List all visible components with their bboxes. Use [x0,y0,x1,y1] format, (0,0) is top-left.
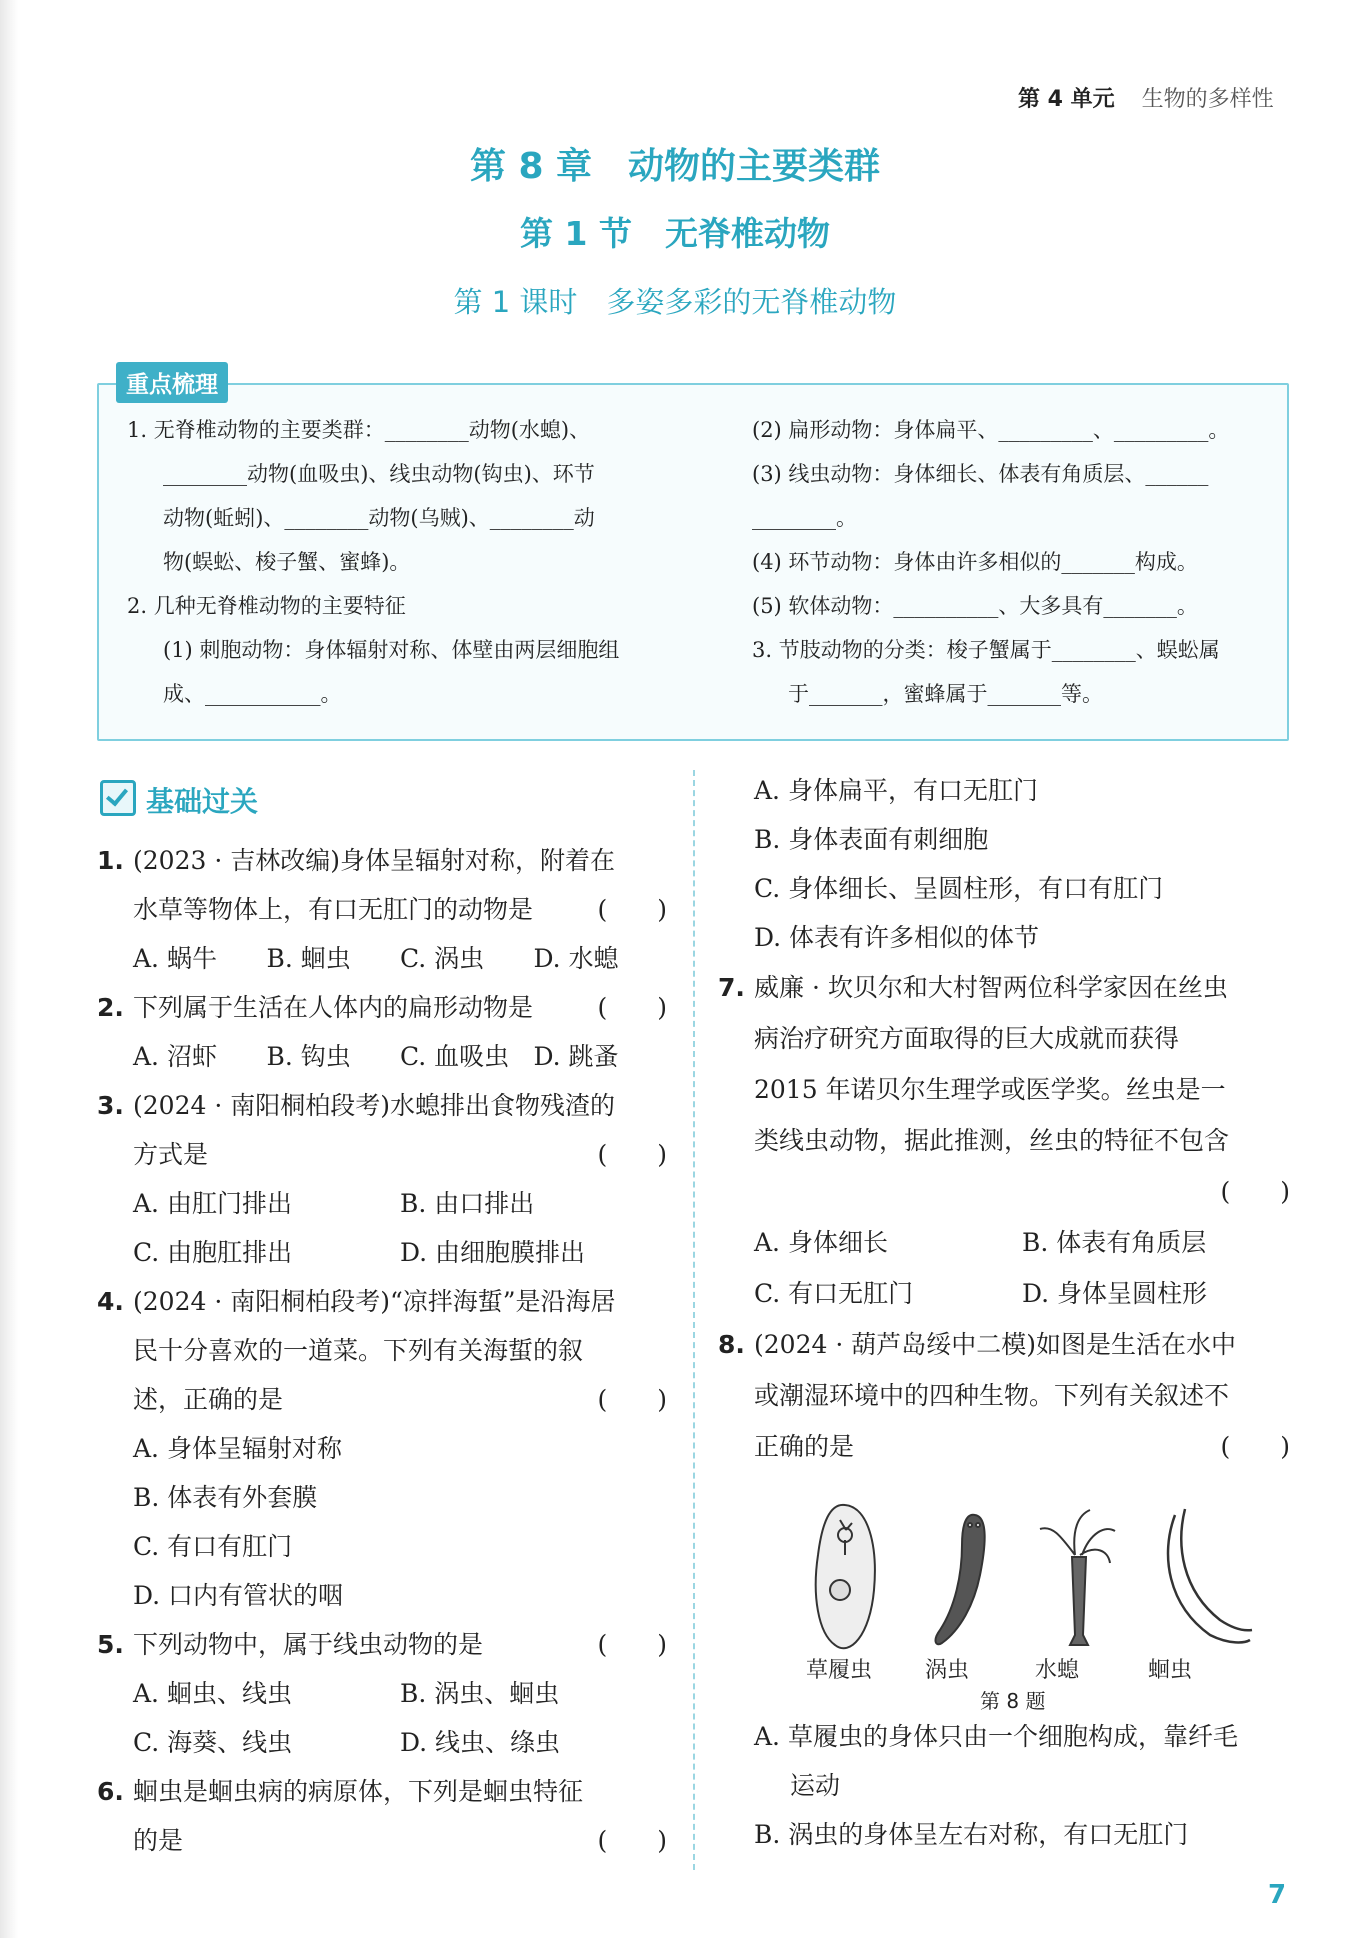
question-text: (2024 · 南阳桐柏段考)水螅排出食物残渣的 [133,1091,615,1120]
question-text: (2024 · 葫芦岛绥中二模)如图是生活在水中 [754,1330,1236,1359]
kp-line: (1) 刺胞动物：身体辐射对称、体壁由两层细胞组 [163,638,620,662]
question-2 [97,983,667,1081]
answer-paren: ( ) [597,993,667,1022]
options-row [754,1268,1290,1319]
right-column [718,766,1290,1472]
option: B. 涡虫、蛔虫 [400,1679,560,1708]
options-row [133,1228,667,1277]
option: A. 身体细长 [754,1228,888,1257]
figure-caption: 第 8 题 [980,1689,1046,1713]
section-title: 第 1 节 无脊椎动物 [520,214,830,253]
options-row [754,1217,1290,1268]
question-text: 述，正确的是 [133,1385,284,1414]
question-number: 8. [718,1330,745,1359]
option: C. 有口有肛门 [133,1532,293,1561]
q6-option: B. 身体表面有刺细胞 [754,825,989,854]
question-text: 方式是 [133,1140,209,1169]
answer-paren: ( ) [597,895,667,924]
kp-line: 1. 无脊椎动物的主要类群：________动物(水螅)、 [127,418,591,442]
question-7 [718,962,1290,1319]
option: D. 跳蚤 [533,1042,619,1071]
basic-practice-heading [100,780,258,820]
option: A. 身体呈辐射对称 [133,1434,342,1463]
option: C. 海葵、线虫 [133,1728,293,1757]
subject-label: 生物的多样性 [1141,87,1274,112]
option: B. 钩虫 [266,1042,351,1071]
question-number: 6. [97,1777,124,1806]
question-6 [97,1767,667,1865]
option: B. 蛔虫 [266,944,351,973]
options-row [133,1522,667,1571]
options-row [133,1718,667,1767]
hydra-drawing [1040,1510,1115,1645]
kp-line: ________动物(血吸虫)、线虫动物(钩虫)、环节 [163,462,595,486]
answer-paren: ( ) [597,1826,667,1855]
option: D. 线虫、绦虫 [400,1728,561,1757]
organisms-figure [790,1495,1260,1713]
option: D. 由细胞膜排出 [400,1238,586,1267]
kp-line: (4) 环节动物：身体由许多相似的_______构成。 [752,550,1198,574]
question-number: 3. [97,1091,124,1120]
option: D. 水螅 [533,944,619,973]
kp-line: ________。 [752,506,857,530]
option: A. 蜗牛 [133,944,217,973]
kp-line: 3. 节肢动物的分类：梭子蟹属于________、蜈蚣属 [752,638,1220,662]
answer-paren: ( ) [597,1385,667,1414]
unit-label: 第 4 单元 [1018,87,1115,112]
option: D. 身体呈圆柱形 [1022,1279,1208,1308]
key-points-tab: 重点梳理 [116,362,228,403]
option: C. 涡虫 [400,944,485,973]
question-1 [97,836,667,983]
question-number: 7. [718,973,745,1002]
options-row [133,1032,667,1081]
lesson-title: 第 1 课时 多姿多彩的无脊椎动物 [453,285,897,319]
answer-paren: ( ) [1220,1432,1290,1461]
chapter-title: 第 8 章 动物的主要类群 [469,146,881,187]
question-5 [97,1620,667,1767]
question-text: 下列动物中，属于线虫动物的是 [133,1630,484,1659]
question-text: (2023 · 吉林改编)身体呈辐射对称，附着在 [133,846,615,875]
options-row [133,1179,667,1228]
left-column [97,836,667,1865]
column-divider [693,770,695,1870]
option: B. 体表有外套膜 [133,1483,318,1512]
q6-option: A. 身体扁平，有口无肛门 [754,776,1038,805]
option: C. 血吸虫 [400,1042,510,1071]
option: A. 蛔虫、线虫 [133,1679,292,1708]
question-text: 蛔虫是蛔虫病的病原体，下列是蛔虫特征 [133,1777,584,1806]
question-number: 4. [97,1287,124,1316]
q6-option: D. 体表有许多相似的体节 [754,923,1040,952]
kp-line: 成、___________。 [163,682,342,706]
question-3 [97,1081,667,1277]
question-text: 水草等物体上，有口无肛门的动物是 [133,895,534,924]
kp-line: (5) 软体动物：__________、大多具有_______。 [752,594,1198,618]
q6-option: C. 身体细长、呈圆柱形，有口有肛门 [754,874,1164,903]
label-hydra: 水螅 [1035,1658,1080,1683]
options-row [133,1669,667,1718]
option: A. 沼虾 [133,1042,217,1071]
question-number: 5. [97,1630,124,1659]
option: D. 口内有管状的咽 [133,1581,344,1610]
basic-practice-label: 基础过关 [146,785,259,818]
option: A. 由肛门排出 [133,1189,292,1218]
label-paramecium: 草履虫 [806,1658,873,1683]
organisms-illustration [790,1495,1260,1665]
paramecium-drawing [816,1505,875,1648]
options-row [133,934,667,983]
option: B. 体表有角质层 [1022,1228,1207,1257]
label-planarian: 涡虫 [925,1658,970,1683]
kp-line: 动物(蚯蚓)、________动物(乌贼)、________动 [163,506,595,530]
option: B. 由口排出 [400,1189,535,1218]
options-row [133,1473,667,1522]
q8-option-cont: 运动 [790,1771,841,1800]
label-roundworm: 蛔虫 [1148,1658,1193,1683]
question-text: 民十分喜欢的一道菜。下列有关海蜇的叙 [133,1336,584,1365]
option: C. 有口无肛门 [754,1279,914,1308]
key-points-right [752,408,1272,716]
kp-line: (2) 扁形动物：身体扁平、_________、_________。 [752,418,1230,442]
question-text: 正确的是 [754,1432,855,1461]
question-text: (2024 · 南阳桐柏段考)“凉拌海蜇”是沿海居 [133,1287,616,1316]
question-8 [718,1319,1290,1472]
question-text: 2015 年诺贝尔生理学或医学奖。丝虫是一 [754,1075,1226,1104]
option: C. 由胞肛排出 [133,1238,293,1267]
key-points-left [127,408,667,716]
question-text: 或潮湿环境中的四种生物。下列有关叙述不 [754,1381,1230,1410]
answer-paren: ( ) [597,1630,667,1659]
options-row [133,1424,667,1473]
question-4 [97,1277,667,1620]
q8-option: A. 草履虫的身体只由一个细胞构成，靠纤毛 [754,1722,1238,1751]
question-text: 病治疗研究方面取得的巨大成就而获得 [754,1024,1180,1053]
kp-line: 物(蜈蚣、梭子蟹、蜜蜂)。 [163,550,411,574]
kp-line: (3) 线虫动物：身体细长、体表有角质层、______ [752,462,1209,486]
roundworm-drawing [1168,1509,1252,1642]
options-row [133,1571,667,1620]
question-number: 2. [97,993,124,1022]
answer-paren: ( ) [597,1140,667,1169]
q8-options [754,1712,1290,1859]
q8-option: B. 涡虫的身体呈左右对称，有口无肛门 [754,1820,1189,1849]
running-header [1018,82,1274,113]
question-text: 下列属于生活在人体内的扁形动物是 [133,993,534,1022]
kp-line: 于_______，蜜蜂属于_______等。 [788,682,1103,706]
page-number: 7 [1268,1880,1287,1910]
planarian-drawing [936,1515,985,1644]
question-text: 类线虫动物，据此推测，丝虫的特征不包含 [754,1126,1230,1155]
answer-paren: ( ) [1220,1177,1290,1206]
checkbox-icon [100,780,136,816]
question-number: 1. [97,846,124,875]
question-text: 威廉 · 坎贝尔和大村智两位科学家因在丝虫 [754,973,1228,1002]
question-text: 的是 [133,1826,184,1855]
kp-line: 2. 几种无脊椎动物的主要特征 [127,594,406,618]
